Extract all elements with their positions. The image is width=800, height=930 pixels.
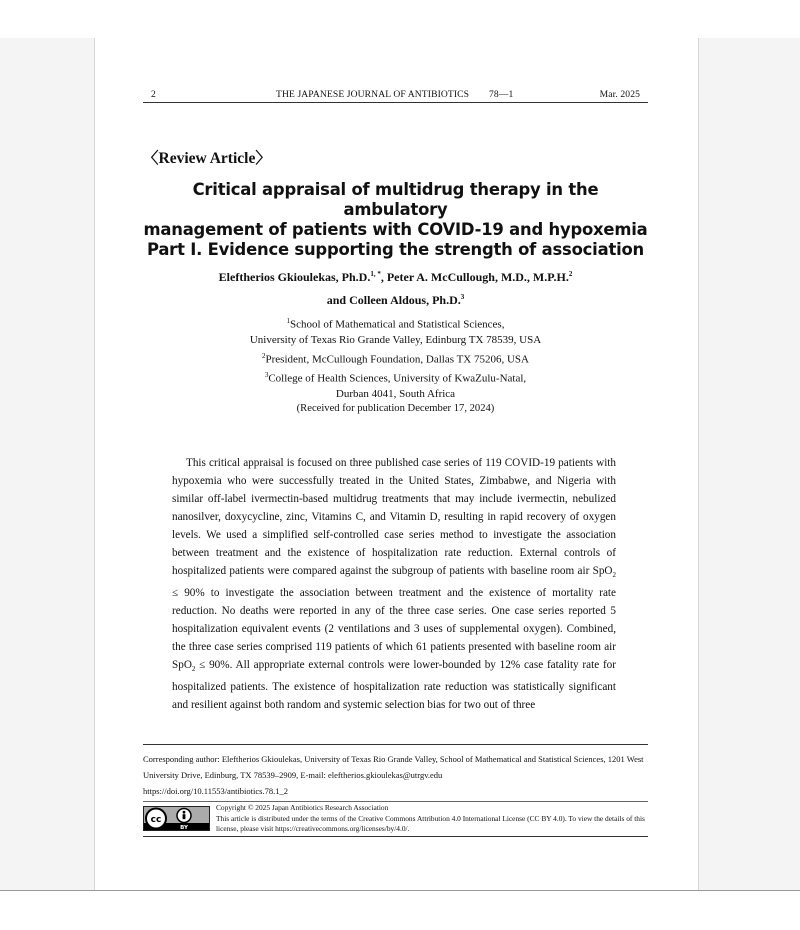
- journal-name: THE JAPANESE JOURNAL OF ANTIBIOTICS: [276, 89, 470, 100]
- cc-by-icon: [143, 806, 210, 831]
- title-line: management of patients with COVID-19 and hypoxemia: [143, 220, 648, 239]
- abstract-segment: ≤ 90%. All appropriate external controls were lower-bounded by 12% case fatality rate for hospitalized patients. The existence of hospitalization rate reduction was statistically significant and resilient against both random and systemic selection bias for two out of three: [172, 658, 616, 711]
- author-affiliation-mark: 1, *: [370, 270, 381, 278]
- affiliation-line: School of Mathematical and Statistical Sciences,: [290, 318, 505, 331]
- header-rule: [143, 102, 648, 103]
- author-name: Eleftherios Gkioulekas, Ph.D.: [218, 270, 371, 284]
- author-list: [143, 264, 648, 310]
- abstract-segment: This critical appraisal is focused on three published case series of 119 COVID-19 patients with hypoxemia who were successfully treated in the United States, Zimbabwe, and Nigeria with similar off-label ivermectin-based multidrug treatments that may include ivermectin, nebulized nanosilver, doxycycline, zinc, Vitamins C, and Vitamin D, resulting in rapid recovery of oxygen levels. We used a simplified self-controlled case series method to investigate the association between treatment and the existence of hospitalization rate reduction. External controls of hospitalized patients were compared against the subgroup of patients with baseline room air SpO: [172, 457, 616, 577]
- affiliations: [143, 314, 648, 403]
- abstract-segment: ≤ 90% to investigate the association between treatment and the existence of mortality rate reduction. No deaths were reported in any of the three case series. One case series reported 5 hospitalization equivalent events (2 ventilations and 3 uses of supplemental oxygen). Combined, the three case series comprised 119 patients of which 61 patients presented with baseline room air SpO: [172, 586, 616, 671]
- author-affiliation-mark: 3: [460, 293, 465, 301]
- abstract-text: [172, 455, 616, 715]
- license-rule: [143, 801, 648, 802]
- affiliation-mark: 2: [262, 351, 266, 360]
- affiliation-line: Durban 4041, South Africa: [335, 388, 456, 401]
- affiliation-line: College of Health Sciences, University of KwaZulu-Natal,: [268, 372, 527, 385]
- author-name: and Colleen Aldous, Ph.D.: [326, 293, 461, 307]
- page-number: 2: [151, 89, 156, 100]
- viewer-bottom-divider: [0, 890, 800, 891]
- copyright-line: Copyright © 2025 Japan Antibiotics Research Association: [216, 803, 389, 812]
- received-date: (Received for publication December 17, 2024): [296, 403, 495, 414]
- license-block: [216, 803, 649, 835]
- article-type: 〈Review Article〉: [143, 150, 271, 167]
- article-title: [143, 180, 648, 260]
- svg-text:cc: cc: [150, 815, 162, 825]
- author-name: , Peter A. McCullough, M.D., M.P.H.: [380, 270, 569, 284]
- title-line: Part I. Evidence supporting the strength of association: [146, 240, 645, 259]
- footnote: [143, 751, 648, 799]
- affiliation-line: University of Texas Rio Grande Valley, Edinburg TX 78539, USA: [249, 334, 542, 347]
- affiliation-mark: 3: [264, 371, 269, 380]
- title-line: Critical appraisal of multidrug therapy in the ambulatory: [192, 180, 599, 219]
- license-bottom-rule: [143, 836, 648, 837]
- issue-date: Mar. 2025: [599, 89, 640, 100]
- license-text: This article is distributed under the terms of the Creative Commons Attribution 4.0 International License (CC BY 4.0). To view the details of this license, please visit https://creativecommons.org/licenses/by/4.0/.: [216, 813, 645, 834]
- doi-link[interactable]: https://doi.org/10.11553/antibiotics.78.1_2: [143, 786, 288, 796]
- subscript: 2: [612, 570, 616, 579]
- corresponding-author: Corresponding author: Eleftherios Gkioulekas, University of Texas Rio Grande Valley, School of Mathematical and Statistical Sciences, 1201 West University Drive, Edinburg, TX 78539–2909, E-mail: eleftherios.gkioulekas@utrgv.edu: [143, 754, 644, 780]
- affiliation-mark: 1: [286, 317, 291, 325]
- affiliation-line: President, McCullough Foundation, Dallas TX 75206, USA: [265, 353, 529, 366]
- footnote-rule: [143, 744, 648, 745]
- cc-logo-label: BY: [180, 825, 188, 830]
- volume-issue: 78—1: [489, 89, 514, 100]
- subscript: 2: [191, 664, 196, 673]
- author-affiliation-mark: 2: [568, 270, 573, 278]
